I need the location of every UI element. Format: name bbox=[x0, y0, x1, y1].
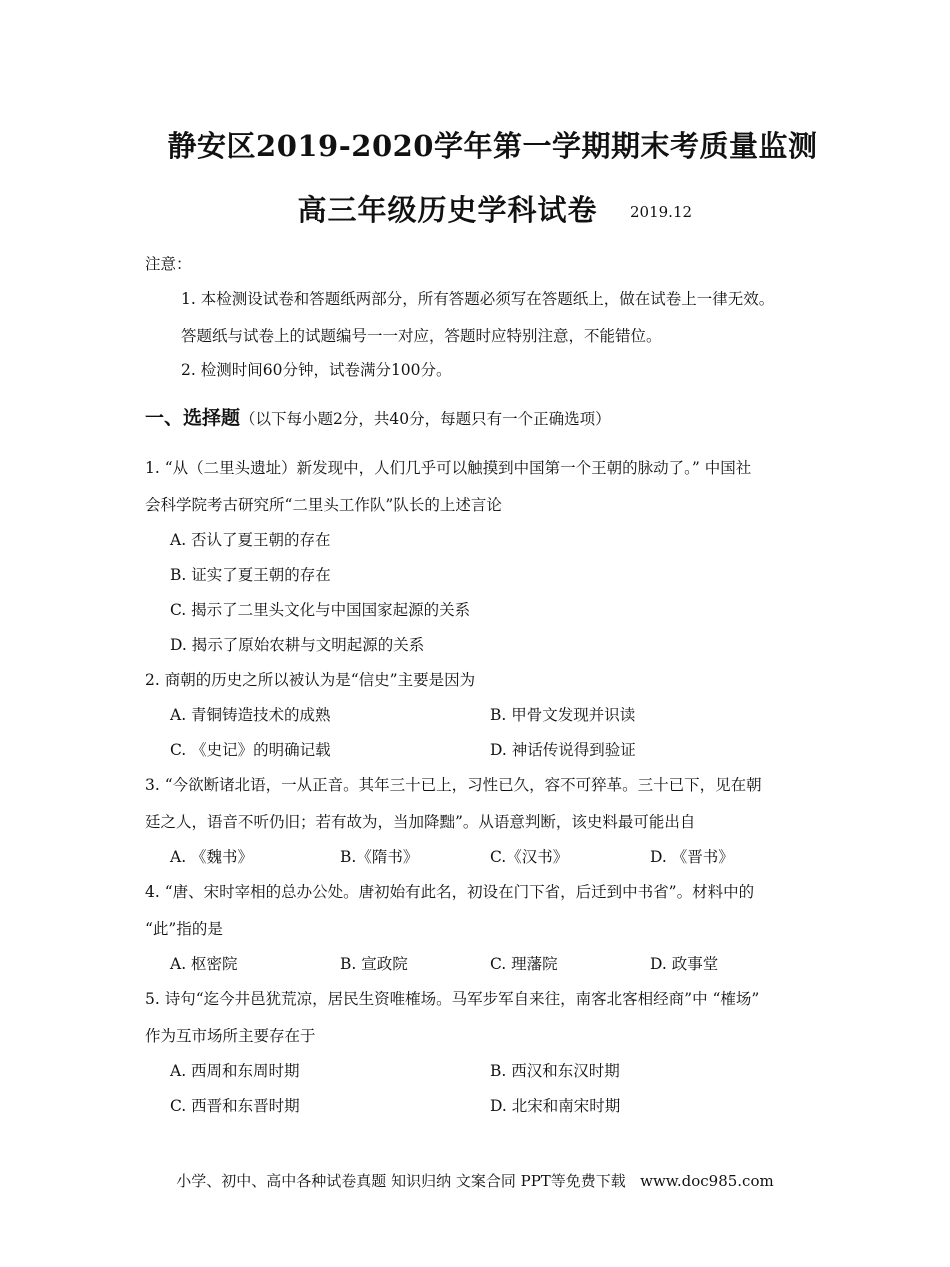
question-3-option-c: C.《汉书》 bbox=[490, 848, 569, 866]
question-2-option-d: D. 神话传说得到验证 bbox=[490, 741, 636, 759]
question-1-option-c: C. 揭示了二里头文化与中国国家起源的关系 bbox=[170, 601, 471, 619]
question-4-option-a: A. 枢密院 bbox=[170, 955, 238, 973]
question-3-option-d: D. 《晋书》 bbox=[650, 848, 734, 866]
notice-item-1-cont: 答题纸与试卷上的试题编号一一对应，答题时应特别注意，不能错位。 bbox=[181, 327, 662, 345]
exam-subtitle: 高三年级历史学科试卷 bbox=[297, 193, 598, 227]
question-1-text: 1. “从（二里头遗址）新发现中，人们几乎可以触摸到中国第一个王朝的脉动了。” 中国社 bbox=[145, 459, 752, 477]
question-4-option-c: C. 理藩院 bbox=[490, 955, 558, 973]
section-note: （以下每小题2分，共40分，每题只有一个正确选项） bbox=[240, 410, 611, 428]
notice-item-2: 2. 检测时间60分钟，试卷满分100分。 bbox=[181, 361, 452, 379]
question-5-option-a: A. 西周和东周时期 bbox=[170, 1062, 300, 1080]
footer-link[interactable]: www.doc985.com bbox=[640, 1172, 774, 1190]
question-5-option-d: D. 北宋和南宋时期 bbox=[490, 1097, 621, 1115]
question-4-option-b: B. 宣政院 bbox=[340, 955, 408, 973]
exam-title: 静安区2019-2020学年第一学期期末考质量监测 bbox=[167, 129, 818, 163]
question-1-text-cont: 会科学院考古研究所“二里头工作队”队长的上述言论 bbox=[145, 496, 502, 514]
question-1-option-b: B. 证实了夏王朝的存在 bbox=[170, 566, 331, 584]
question-3-option-b: B.《隋书》 bbox=[340, 848, 419, 866]
question-4-text: 4. “唐、宋时宰相的总办公处。唐初始有此名，初设在门下省，后迁到中书省”。材料中的 bbox=[145, 883, 755, 901]
question-3-text-cont: 廷之人，语音不听仍旧；若有故为，当加降黜”。从语意判断，该史料最可能出自 bbox=[145, 813, 696, 831]
question-2-option-a: A. 青铜铸造技术的成熟 bbox=[170, 706, 331, 724]
question-5-option-c: C. 西晋和东晋时期 bbox=[170, 1097, 300, 1115]
exam-date: 2019.12 bbox=[630, 203, 693, 221]
question-3-text: 3. “今欲断诸北语，一从正音。其年三十已上，习性已久，容不可猝革。三十已下，见在朝 bbox=[145, 776, 762, 794]
footer-text: 小学、初中、高中各种试卷真题 知识归纳 文案合同 PPT等免费下载 bbox=[176, 1172, 626, 1190]
question-2-option-c: C. 《史记》的明确记载 bbox=[170, 741, 331, 759]
question-5-text-cont: 作为互市场所主要存在于 bbox=[145, 1027, 316, 1045]
question-5-option-b: B. 西汉和东汉时期 bbox=[490, 1062, 620, 1080]
question-5-text: 5. 诗句“迄今井邑犹荒凉，居民生资唯榷场。马军步军自来往，南客北客相经商”中 “榷场” bbox=[145, 990, 760, 1008]
question-4-text-cont: “此”指的是 bbox=[145, 920, 223, 938]
question-1-option-d: D. 揭示了原始农耕与文明起源的关系 bbox=[170, 636, 425, 654]
question-1-option-a: A. 否认了夏王朝的存在 bbox=[170, 531, 331, 549]
question-2-text: 2. 商朝的历史之所以被认为是“信史”主要是因为 bbox=[145, 671, 476, 689]
notice-label: 注意： bbox=[145, 255, 192, 273]
section-heading bbox=[145, 403, 611, 430]
question-2-option-b: B. 甲骨文发现并识读 bbox=[490, 706, 636, 724]
section-title: 一、选择题 bbox=[145, 407, 241, 429]
notice-item-1: 1. 本检测设试卷和答题纸两部分，所有答题必须写在答题纸上，做在试卷上一律无效。 bbox=[181, 290, 775, 308]
question-3-option-a: A. 《魏书》 bbox=[170, 848, 254, 866]
question-4-option-d: D. 政事堂 bbox=[650, 955, 719, 973]
page-footer bbox=[0, 1170, 950, 1191]
